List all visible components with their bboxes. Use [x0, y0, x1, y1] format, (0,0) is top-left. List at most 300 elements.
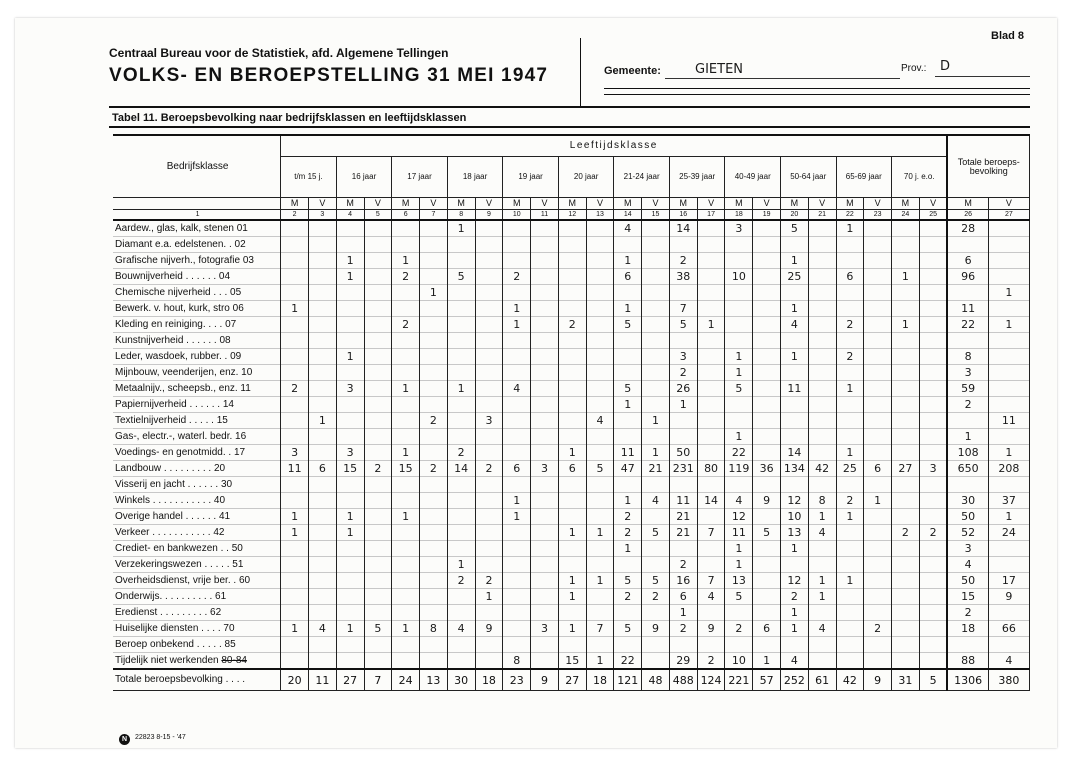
data-cell: [364, 525, 392, 541]
data-cell: [308, 445, 336, 461]
data-cell: [642, 269, 670, 285]
data-cell: 2: [614, 525, 642, 541]
data-cell: [475, 557, 503, 573]
data-cell: [281, 365, 309, 381]
data-cell: [308, 653, 336, 670]
title-rule: [109, 106, 1030, 108]
data-cell: [503, 220, 531, 237]
data-cell: [669, 413, 697, 429]
sex-label-m: M: [725, 198, 753, 210]
data-cell: [503, 397, 531, 413]
data-cell: 3: [336, 381, 364, 397]
table-row: [113, 493, 1030, 509]
data-cell: [558, 605, 586, 621]
data-cell: [531, 445, 559, 461]
data-cell: 1: [392, 381, 420, 397]
table-row: [113, 525, 1030, 541]
data-cell: [281, 285, 309, 301]
data-cell: 50: [947, 573, 988, 589]
data-cell: 12: [725, 509, 753, 525]
data-cell: [420, 365, 448, 381]
data-cell: [892, 429, 920, 445]
column-number: 18: [725, 210, 753, 221]
data-cell: 50: [669, 445, 697, 461]
data-cell: 1: [614, 301, 642, 317]
column-number: 7: [420, 210, 448, 221]
data-cell: [892, 333, 920, 349]
data-cell: 1: [780, 349, 808, 365]
data-cell: 119: [725, 461, 753, 477]
data-cell: [836, 429, 864, 445]
data-cell: [919, 365, 947, 381]
data-cell: [836, 605, 864, 621]
data-cell: 25: [780, 269, 808, 285]
data-cell: 1: [725, 365, 753, 381]
data-cell: [420, 477, 448, 493]
data-cell: 4: [503, 381, 531, 397]
data-cell: [864, 301, 892, 317]
age-col-header: 70 j. e.o.: [892, 157, 948, 198]
data-cell: [558, 269, 586, 285]
branch-label: Chemische nijverheid . . . 05: [113, 285, 281, 301]
data-cell: 8: [503, 653, 531, 670]
data-cell: [836, 477, 864, 493]
sex-label-m: M: [336, 198, 364, 210]
data-cell: [892, 653, 920, 670]
data-cell: 1: [447, 381, 475, 397]
data-cell: 2: [836, 349, 864, 365]
data-cell: [753, 573, 781, 589]
data-cell: [808, 445, 836, 461]
total-cell: 1306: [947, 669, 988, 691]
data-cell: [336, 397, 364, 413]
data-cell: [864, 541, 892, 557]
data-cell: [558, 541, 586, 557]
data-cell: [447, 509, 475, 525]
data-cell: [364, 253, 392, 269]
data-cell: 1: [614, 397, 642, 413]
sex-label-m: M: [892, 198, 920, 210]
data-cell: 6: [558, 461, 586, 477]
table-row: [113, 301, 1030, 317]
data-cell: [753, 589, 781, 605]
data-cell: [892, 573, 920, 589]
total-row: [113, 669, 1030, 691]
data-cell: [642, 429, 670, 445]
table-row: [113, 413, 1030, 429]
table-row: [113, 317, 1030, 333]
data-cell: [475, 541, 503, 557]
data-cell: [281, 413, 309, 429]
data-cell: 12: [780, 573, 808, 589]
data-cell: 11: [281, 461, 309, 477]
data-cell: [558, 429, 586, 445]
data-cell: [753, 333, 781, 349]
data-cell: [864, 653, 892, 670]
data-cell: [642, 477, 670, 493]
data-cell: 38: [669, 269, 697, 285]
municipality-label: Gemeente:: [604, 65, 661, 77]
data-cell: [892, 445, 920, 461]
data-cell: [558, 413, 586, 429]
data-cell: [697, 397, 725, 413]
data-cell: [531, 349, 559, 365]
data-cell: [642, 653, 670, 670]
data-cell: [447, 525, 475, 541]
data-cell: [475, 333, 503, 349]
data-cell: 80: [697, 461, 725, 477]
data-cell: [988, 605, 1029, 621]
data-cell: [503, 557, 531, 573]
data-cell: [780, 365, 808, 381]
data-cell: 9: [988, 589, 1029, 605]
data-cell: [420, 653, 448, 670]
data-cell: [503, 365, 531, 381]
data-cell: 1: [642, 445, 670, 461]
data-cell: [614, 429, 642, 445]
data-cell: [808, 301, 836, 317]
data-cell: [753, 285, 781, 301]
column-number: 17: [697, 210, 725, 221]
data-cell: [420, 541, 448, 557]
data-cell: 2: [669, 253, 697, 269]
data-cell: 2: [697, 653, 725, 670]
data-cell: [697, 285, 725, 301]
data-cell: [447, 589, 475, 605]
data-cell: 17: [988, 573, 1029, 589]
data-cell: [531, 653, 559, 670]
total-header: Totale beroeps-bevolking: [947, 135, 1029, 198]
data-cell: [336, 557, 364, 573]
data-cell: [281, 589, 309, 605]
data-cell: [988, 220, 1029, 237]
data-cell: [558, 477, 586, 493]
branch-label: Kunstnijverheid . . . . . . 08: [113, 333, 281, 349]
data-cell: [281, 317, 309, 333]
data-cell: 5: [642, 525, 670, 541]
data-cell: 8: [947, 349, 988, 365]
data-cell: [586, 333, 614, 349]
data-cell: [336, 573, 364, 589]
data-cell: 1: [892, 269, 920, 285]
data-cell: 11: [669, 493, 697, 509]
data-cell: 1: [780, 253, 808, 269]
data-cell: 1: [503, 493, 531, 509]
data-cell: [531, 429, 559, 445]
data-cell: [808, 285, 836, 301]
data-cell: 1: [392, 621, 420, 637]
data-cell: [669, 477, 697, 493]
data-cell: [864, 365, 892, 381]
data-cell: 2: [364, 461, 392, 477]
data-cell: 42: [808, 461, 836, 477]
data-cell: [336, 589, 364, 605]
data-cell: [475, 285, 503, 301]
data-cell: [892, 365, 920, 381]
data-cell: [919, 573, 947, 589]
data-cell: [392, 349, 420, 365]
data-cell: 5: [447, 269, 475, 285]
age-group-header: Leeftijdsklasse: [281, 135, 948, 157]
data-cell: 9: [475, 621, 503, 637]
column-number: 12: [558, 210, 586, 221]
data-cell: [308, 253, 336, 269]
data-cell: [697, 237, 725, 253]
data-cell: 5: [725, 381, 753, 397]
data-cell: 4: [988, 653, 1029, 670]
data-cell: [919, 621, 947, 637]
census-form-sheet: [15, 18, 1057, 748]
data-cell: [558, 365, 586, 381]
data-cell: 11: [988, 413, 1029, 429]
data-cell: [586, 429, 614, 445]
data-cell: [753, 237, 781, 253]
column-number: 19: [753, 210, 781, 221]
data-cell: 4: [947, 557, 988, 573]
data-cell: [892, 413, 920, 429]
data-cell: [808, 541, 836, 557]
data-cell: 30: [947, 493, 988, 509]
column-number: 8: [447, 210, 475, 221]
data-cell: 10: [725, 653, 753, 670]
data-cell: [919, 253, 947, 269]
data-cell: [697, 333, 725, 349]
column-number: 2: [281, 210, 309, 221]
data-cell: [420, 589, 448, 605]
age-col-header: 50-64 jaar: [780, 157, 836, 198]
data-cell: [614, 477, 642, 493]
data-cell: [308, 333, 336, 349]
data-cell: [725, 285, 753, 301]
data-cell: [336, 429, 364, 445]
sex-label-v: V: [919, 198, 947, 210]
data-cell: 3: [947, 541, 988, 557]
data-cell: 5: [586, 461, 614, 477]
total-cell: 23: [503, 669, 531, 691]
data-cell: 1: [725, 429, 753, 445]
data-cell: [642, 237, 670, 253]
data-cell: [642, 541, 670, 557]
data-cell: [808, 269, 836, 285]
total-cell: 252: [780, 669, 808, 691]
data-cell: [281, 605, 309, 621]
branch-label: Landbouw . . . . . . . . . 20: [113, 461, 281, 477]
data-cell: 2: [919, 525, 947, 541]
data-cell: [697, 301, 725, 317]
data-cell: [669, 429, 697, 445]
data-cell: 1: [614, 541, 642, 557]
data-cell: [336, 653, 364, 670]
data-cell: [420, 445, 448, 461]
data-cell: [892, 541, 920, 557]
table-row: [113, 237, 1030, 253]
data-cell: 1: [558, 445, 586, 461]
data-cell: [420, 220, 448, 237]
data-cell: [808, 237, 836, 253]
data-cell: [586, 253, 614, 269]
data-cell: [392, 413, 420, 429]
data-cell: 1: [586, 525, 614, 541]
data-cell: [308, 541, 336, 557]
total-cell: 11: [308, 669, 336, 691]
branch-label: Mijnbouw, veenderijen, enz. 10: [113, 365, 281, 381]
data-cell: [864, 269, 892, 285]
data-cell: [808, 605, 836, 621]
data-cell: [614, 605, 642, 621]
data-cell: [753, 557, 781, 573]
data-cell: 1: [836, 509, 864, 525]
sex-label-m: M: [281, 198, 309, 210]
data-cell: 2: [420, 461, 448, 477]
total-cell: 24: [392, 669, 420, 691]
branch-label: Verkeer . . . . . . . . . . . 42: [113, 525, 281, 541]
data-cell: [420, 605, 448, 621]
data-cell: [864, 397, 892, 413]
data-cell: [475, 220, 503, 237]
total-cell: 221: [725, 669, 753, 691]
data-cell: [475, 349, 503, 365]
bureau-line: Centraal Bureau voor de Statistiek, afd. Algemene Tellingen: [109, 46, 449, 60]
data-cell: [392, 220, 420, 237]
data-cell: 1: [808, 589, 836, 605]
sex-label-v: V: [808, 198, 836, 210]
data-cell: 3: [336, 445, 364, 461]
data-cell: 50: [947, 509, 988, 525]
data-cell: [753, 365, 781, 381]
data-cell: [364, 397, 392, 413]
age-col-header: 18 jaar: [447, 157, 503, 198]
data-cell: [503, 589, 531, 605]
data-cell: [475, 445, 503, 461]
data-cell: [919, 557, 947, 573]
data-cell: [558, 381, 586, 397]
data-cell: [864, 333, 892, 349]
data-cell: [475, 237, 503, 253]
data-cell: [836, 589, 864, 605]
data-cell: [808, 557, 836, 573]
data-cell: [447, 333, 475, 349]
data-cell: [697, 429, 725, 445]
data-cell: [364, 445, 392, 461]
data-cell: [697, 220, 725, 237]
data-cell: [864, 605, 892, 621]
data-cell: [725, 413, 753, 429]
data-cell: [308, 429, 336, 445]
data-cell: [531, 589, 559, 605]
data-cell: [308, 381, 336, 397]
data-cell: [864, 285, 892, 301]
data-cell: 5: [614, 621, 642, 637]
data-cell: [364, 349, 392, 365]
data-cell: 1: [864, 493, 892, 509]
data-cell: 4: [697, 589, 725, 605]
data-cell: [808, 220, 836, 237]
data-cell: [475, 477, 503, 493]
data-cell: [503, 445, 531, 461]
data-cell: [586, 285, 614, 301]
data-cell: [919, 349, 947, 365]
province-underline: [935, 76, 1030, 77]
data-cell: [503, 413, 531, 429]
data-cell: [753, 349, 781, 365]
sex-row-spacer: [113, 198, 281, 210]
data-cell: [780, 413, 808, 429]
branch-label: Voedings- en genotmidd. . 17: [113, 445, 281, 461]
data-cell: [308, 493, 336, 509]
data-cell: [586, 317, 614, 333]
data-cell: [447, 477, 475, 493]
data-cell: [892, 381, 920, 397]
table-row: [113, 445, 1030, 461]
data-cell: 1: [503, 301, 531, 317]
data-cell: [753, 301, 781, 317]
data-cell: [308, 237, 336, 253]
data-cell: [864, 237, 892, 253]
data-cell: [308, 317, 336, 333]
table-row: [113, 220, 1030, 237]
age-col-header: 25-39 jaar: [669, 157, 725, 198]
data-cell: [892, 220, 920, 237]
data-cell: [364, 333, 392, 349]
data-cell: [725, 333, 753, 349]
data-cell: [669, 637, 697, 653]
data-cell: [447, 637, 475, 653]
data-cell: 16: [669, 573, 697, 589]
data-cell: 1: [475, 589, 503, 605]
table-row: [113, 557, 1030, 573]
data-cell: [614, 333, 642, 349]
data-cell: [447, 429, 475, 445]
data-cell: 1: [503, 317, 531, 333]
data-cell: 2: [447, 445, 475, 461]
data-cell: 2: [503, 269, 531, 285]
data-cell: [447, 653, 475, 670]
data-cell: [392, 397, 420, 413]
data-cell: [364, 477, 392, 493]
sex-label-v: V: [420, 198, 448, 210]
data-cell: [420, 269, 448, 285]
data-cell: 29: [669, 653, 697, 670]
data-cell: [919, 237, 947, 253]
data-cell: [420, 253, 448, 269]
data-cell: [475, 317, 503, 333]
data-cell: 15: [336, 461, 364, 477]
data-cell: [392, 589, 420, 605]
data-cell: [281, 269, 309, 285]
data-cell: [558, 637, 586, 653]
data-cell: [392, 477, 420, 493]
municipality-underline: [665, 78, 900, 79]
data-cell: [697, 541, 725, 557]
data-cell: [697, 365, 725, 381]
data-cell: [836, 397, 864, 413]
data-cell: 11: [725, 525, 753, 541]
data-cell: [988, 237, 1029, 253]
data-cell: 4: [308, 621, 336, 637]
data-cell: [586, 237, 614, 253]
data-cell: [503, 333, 531, 349]
data-cell: [447, 397, 475, 413]
data-cell: [808, 397, 836, 413]
data-cell: [281, 477, 309, 493]
data-cell: [420, 237, 448, 253]
data-cell: [475, 365, 503, 381]
data-cell: [892, 557, 920, 573]
data-cell: [531, 557, 559, 573]
data-cell: [558, 237, 586, 253]
data-cell: 4: [447, 621, 475, 637]
data-cell: [586, 445, 614, 461]
